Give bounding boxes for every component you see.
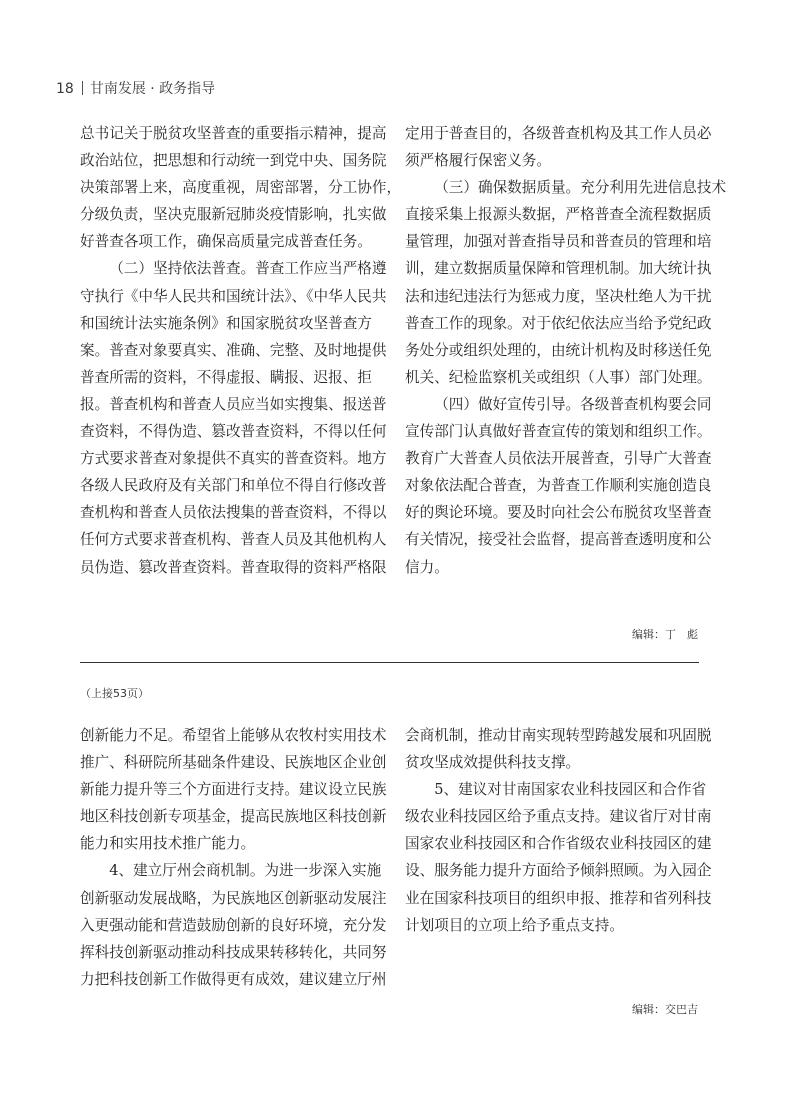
text-line: （二）坚持依法普查。普查工作应当严格遵	[109, 260, 387, 278]
text-line: 案。普查对象要真实、准确、完整、及时地提供	[80, 341, 387, 359]
text-line: 员伪造、篡改普查资料。普查取得的资料严格限	[80, 558, 387, 576]
top-left-column	[80, 120, 401, 581]
text-line: 5、建议对甘南国家农业科技园区和合作省	[434, 781, 707, 799]
text-line: 查资料，不得伪造、篡改普查资料，不得以任何	[80, 423, 387, 441]
text-line: 查机构和普查人员依法搜集的普查资料，不得以	[80, 504, 387, 522]
text-line: 业在国家科技项目的组织申报、推荐和省列科技	[405, 889, 712, 907]
text-line: （四）做好宣传引导。各级普查机构要会同	[434, 395, 712, 413]
text-line: 直接采集上报源头数据，严格普查全流程数据质	[405, 206, 712, 224]
header-divider	[82, 81, 83, 95]
text-line: 决策部署上来，高度重视，周密部署，分工协作，	[80, 179, 402, 197]
text-line: 普查工作的现象。对于依纪依法应当给予党纪政	[405, 314, 712, 332]
text-line: 量管理，加强对普查指导员和普查员的管理和培	[405, 233, 712, 251]
text-line: 宣传部门认真做好普查宣传的策划和组织工作。	[405, 423, 712, 441]
text-line: 新能力提升等三个方面进行支持。建议设立民族	[80, 781, 387, 799]
text-line: （三）确保数据质量。充分利用先进信息技术	[434, 179, 727, 197]
bottom-left-column	[80, 722, 386, 993]
text-line: 设、服务能力提升方面给予倾斜照顾。为入园企	[405, 862, 712, 880]
text-line: 创新驱动发展战略，为民族地区创新驱动发展注	[80, 889, 387, 907]
text-line: 信力。	[405, 558, 449, 576]
page-number: 18	[56, 81, 74, 97]
text-line: 国家农业科技园区和合作省级农业科技园区的建	[405, 835, 712, 853]
text-line: 和国统计法实施条例》和国家脱贫攻坚普查方	[80, 314, 372, 332]
journal-title: 甘南发展 · 政务指导	[89, 81, 216, 97]
text-line: 各级人民政府及有关部门和单位不得自行修改普	[80, 477, 387, 495]
text-line: 总书记关于脱贫攻坚普查的重要指示精神，提高	[80, 125, 387, 142]
text-line: 地区科技创新专项基金，提高民族地区科技创新	[80, 808, 387, 826]
top-right-column	[405, 120, 726, 581]
bottom-right-column	[405, 722, 711, 939]
text-line: 法和违纪违法行为惩戒力度，坚决杜绝人为干扰	[405, 287, 712, 305]
text-line: 贫攻坚成效提供科技支撑。	[405, 754, 581, 772]
text-line: 创新能力不足。希望省上能够从农牧村实用技术	[80, 727, 387, 744]
text-line: 任何方式要求普查机构、普查人员及其他机构人	[80, 531, 387, 549]
text-line: 级农业科技园区给予重点支持。建议省厅对甘南	[405, 808, 712, 826]
top-editor-credit: 编辑：丁 彪	[632, 628, 698, 641]
text-line: 务处分或组织处理的，由统计机构及时移送任免	[405, 341, 712, 359]
text-line: 普查所需的资料，不得虚报、瞒报、迟报、拒	[80, 368, 372, 386]
text-line: 4、建立厅州会商机制。为进一步深入实施	[109, 862, 382, 880]
text-line: 报。普查机构和普查人员应当如实搜集、报送普	[80, 395, 387, 413]
text-line: 定用于普查目的，各级普查机构及其工作人员必	[405, 125, 712, 142]
section-divider	[80, 662, 699, 663]
text-line: 方式要求普查对象提供不真实的普查资料。地方	[80, 450, 387, 468]
text-line: 训，建立数据质量保障和管理机制。加大统计执	[405, 260, 712, 278]
text-line: 对象依法配合普查，为普查工作顺利实施创造良	[405, 477, 712, 495]
text-line: 入更强动能和营造鼓励创新的良好环境，充分发	[80, 916, 387, 934]
text-line: 政治站位，把思想和行动统一到党中央、国务院	[80, 152, 387, 170]
text-line: 机关、纪检监察机关或组织（人事）部门处理。	[405, 368, 712, 386]
text-line: 分级负责，坚决克服新冠肺炎疫情影响，扎实做	[80, 206, 387, 224]
bottom-editor-credit: 编辑：交巴吉	[632, 1003, 698, 1016]
text-line: 好普查各项工作，确保高质量完成普查任务。	[80, 233, 372, 251]
text-line: 须严格履行保密义务。	[405, 152, 551, 170]
running-header	[56, 78, 215, 98]
text-line: 好的舆论环境。要及时向社会公布脱贫攻坚普查	[405, 504, 712, 522]
text-line: 教育广大普查人员依法开展普查，引导广大普查	[405, 450, 712, 468]
text-line: 力把科技创新工作做得更有成效，建议建立厅州	[80, 970, 387, 988]
text-line: 守执行《中华人民共和国统计法》、《中华人民共	[80, 287, 387, 305]
text-line: 能力和实用技术推广能力。	[80, 835, 256, 853]
text-line: 有关情况，接受社会监督，提高普查透明度和公	[405, 531, 712, 549]
text-line: 挥科技创新驱动推动科技成果转移转化，共同努	[80, 943, 387, 961]
continued-from-note: （上接53页）	[80, 687, 149, 700]
text-line: 会商机制，推动甘南实现转型跨越发展和巩固脱	[405, 727, 712, 744]
text-line: 计划项目的立项上给予重点支持。	[405, 916, 624, 934]
text-line: 推广、科研院所基础条件建设、民族地区企业创	[80, 754, 387, 772]
